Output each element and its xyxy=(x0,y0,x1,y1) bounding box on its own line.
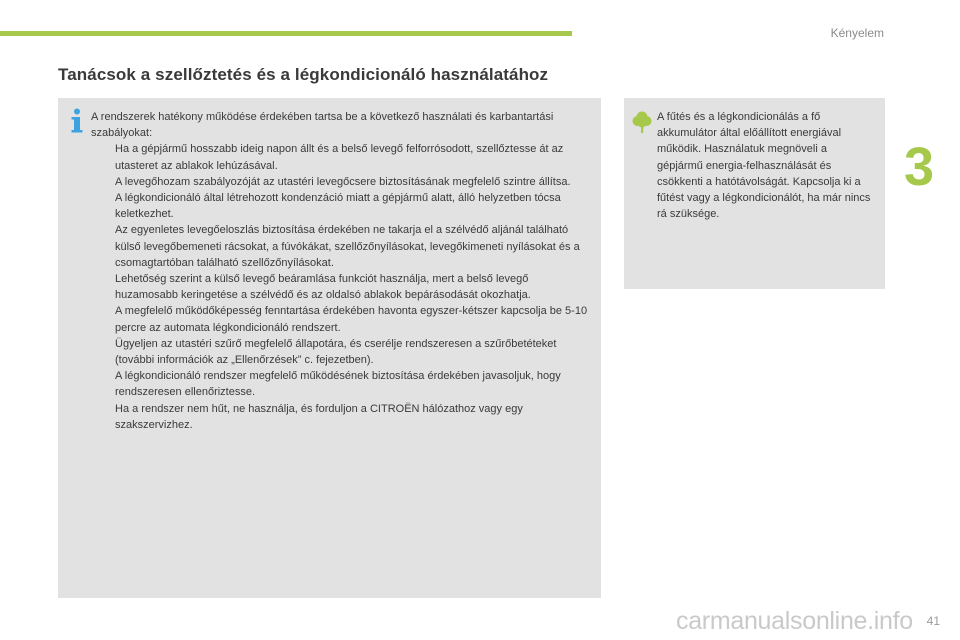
list-item: Ha a rendszer nem hűt, ne használja, és forduljon a CITROËN hálózathoz vagy egy szakszervizhez. xyxy=(115,402,523,431)
info-icon xyxy=(70,108,84,134)
eco-leaf-icon xyxy=(632,110,652,134)
advice-box xyxy=(58,98,601,598)
list-item: A légkondicionáló rendszer megfelelő működésének biztosítása érdekében javasoljuk, hogy rendszeresen ellenőriztesse. xyxy=(115,370,561,399)
list-item: Lehetőség szerint a külső levegő beáramlása funkciót használja, mert a belső levegő huzamosabb keringetése a szélvédő és az oldalsó ablakok bepárásodását okozhatja. xyxy=(115,273,531,302)
list-item: A légkondicionáló által létrehozott kondenzáció miatt a gépjármű alatt, álló helyzetben tócsa keletkezhet. xyxy=(115,192,561,221)
advice-intro: A rendszerek hatékony működése érdekében tartsa be a következő használati és karbantartási szabályokat: xyxy=(91,111,554,140)
list-item-extra: A levegőhozam szabályozóját az utastéri levegőcsere biztosításának megfelelő szintre állítsa. xyxy=(115,175,571,188)
advice-list xyxy=(91,141,591,433)
chapter-number: 3 xyxy=(904,137,935,197)
list-item: Az egyenletes levegőeloszlás biztosítása érdekében ne takarja el a szélvédő aljánál található külső levegőbemeneti rácsokat, a fúvókákat, szellőzőnyílásokat, levegőkimeneti nyílásokat és a csomagtartóban található szellőzőnyílásokat. xyxy=(115,224,580,269)
advice-text xyxy=(91,109,591,433)
list-item: Ügyeljen az utastéri szűrő megfelelő állapotára, és cserélje rendszeresen a szűrőbetéteket (további információk az „Ellenőrzések” c. fejezetben). xyxy=(115,337,557,367)
list-item: A megfelelő működőképesség fenntartása érdekében havonta egyszer-kétszer kapcsolja be 5-10 percre az automata légkondicionáló rendszert. xyxy=(115,305,588,334)
page-title: Tanácsok a szellőztetés és a légkondicionáló használatához xyxy=(58,65,549,84)
list-item: Ha a gépjármű hosszabb ideig napon állt és a belső levegő felforrósodott, szellőztesse át az utasteret az ablakok lehúzásával. A levegőhozam szabályozóját az utastéri levegőcsere biztosításának megfelelő szintre állítsa. xyxy=(91,141,591,190)
eco-tip-box xyxy=(624,98,885,289)
section-accent-bar xyxy=(0,31,572,36)
page-number: 41 xyxy=(926,614,940,628)
eco-tip-text: A fűtés és a légkondicionálás a fő akkumulátor által előállított energiával működik. Használatuk megnöveli a gépjármű energia-felhasználását és csökkenti a hatótávolságát. Kapcsolja ki a fűtést vagy a légkondicionálót, ha már nincs rá szüksége. xyxy=(657,111,871,221)
section-label: Kényelem xyxy=(830,26,884,40)
watermark: carmanualsonline.info xyxy=(676,607,913,635)
